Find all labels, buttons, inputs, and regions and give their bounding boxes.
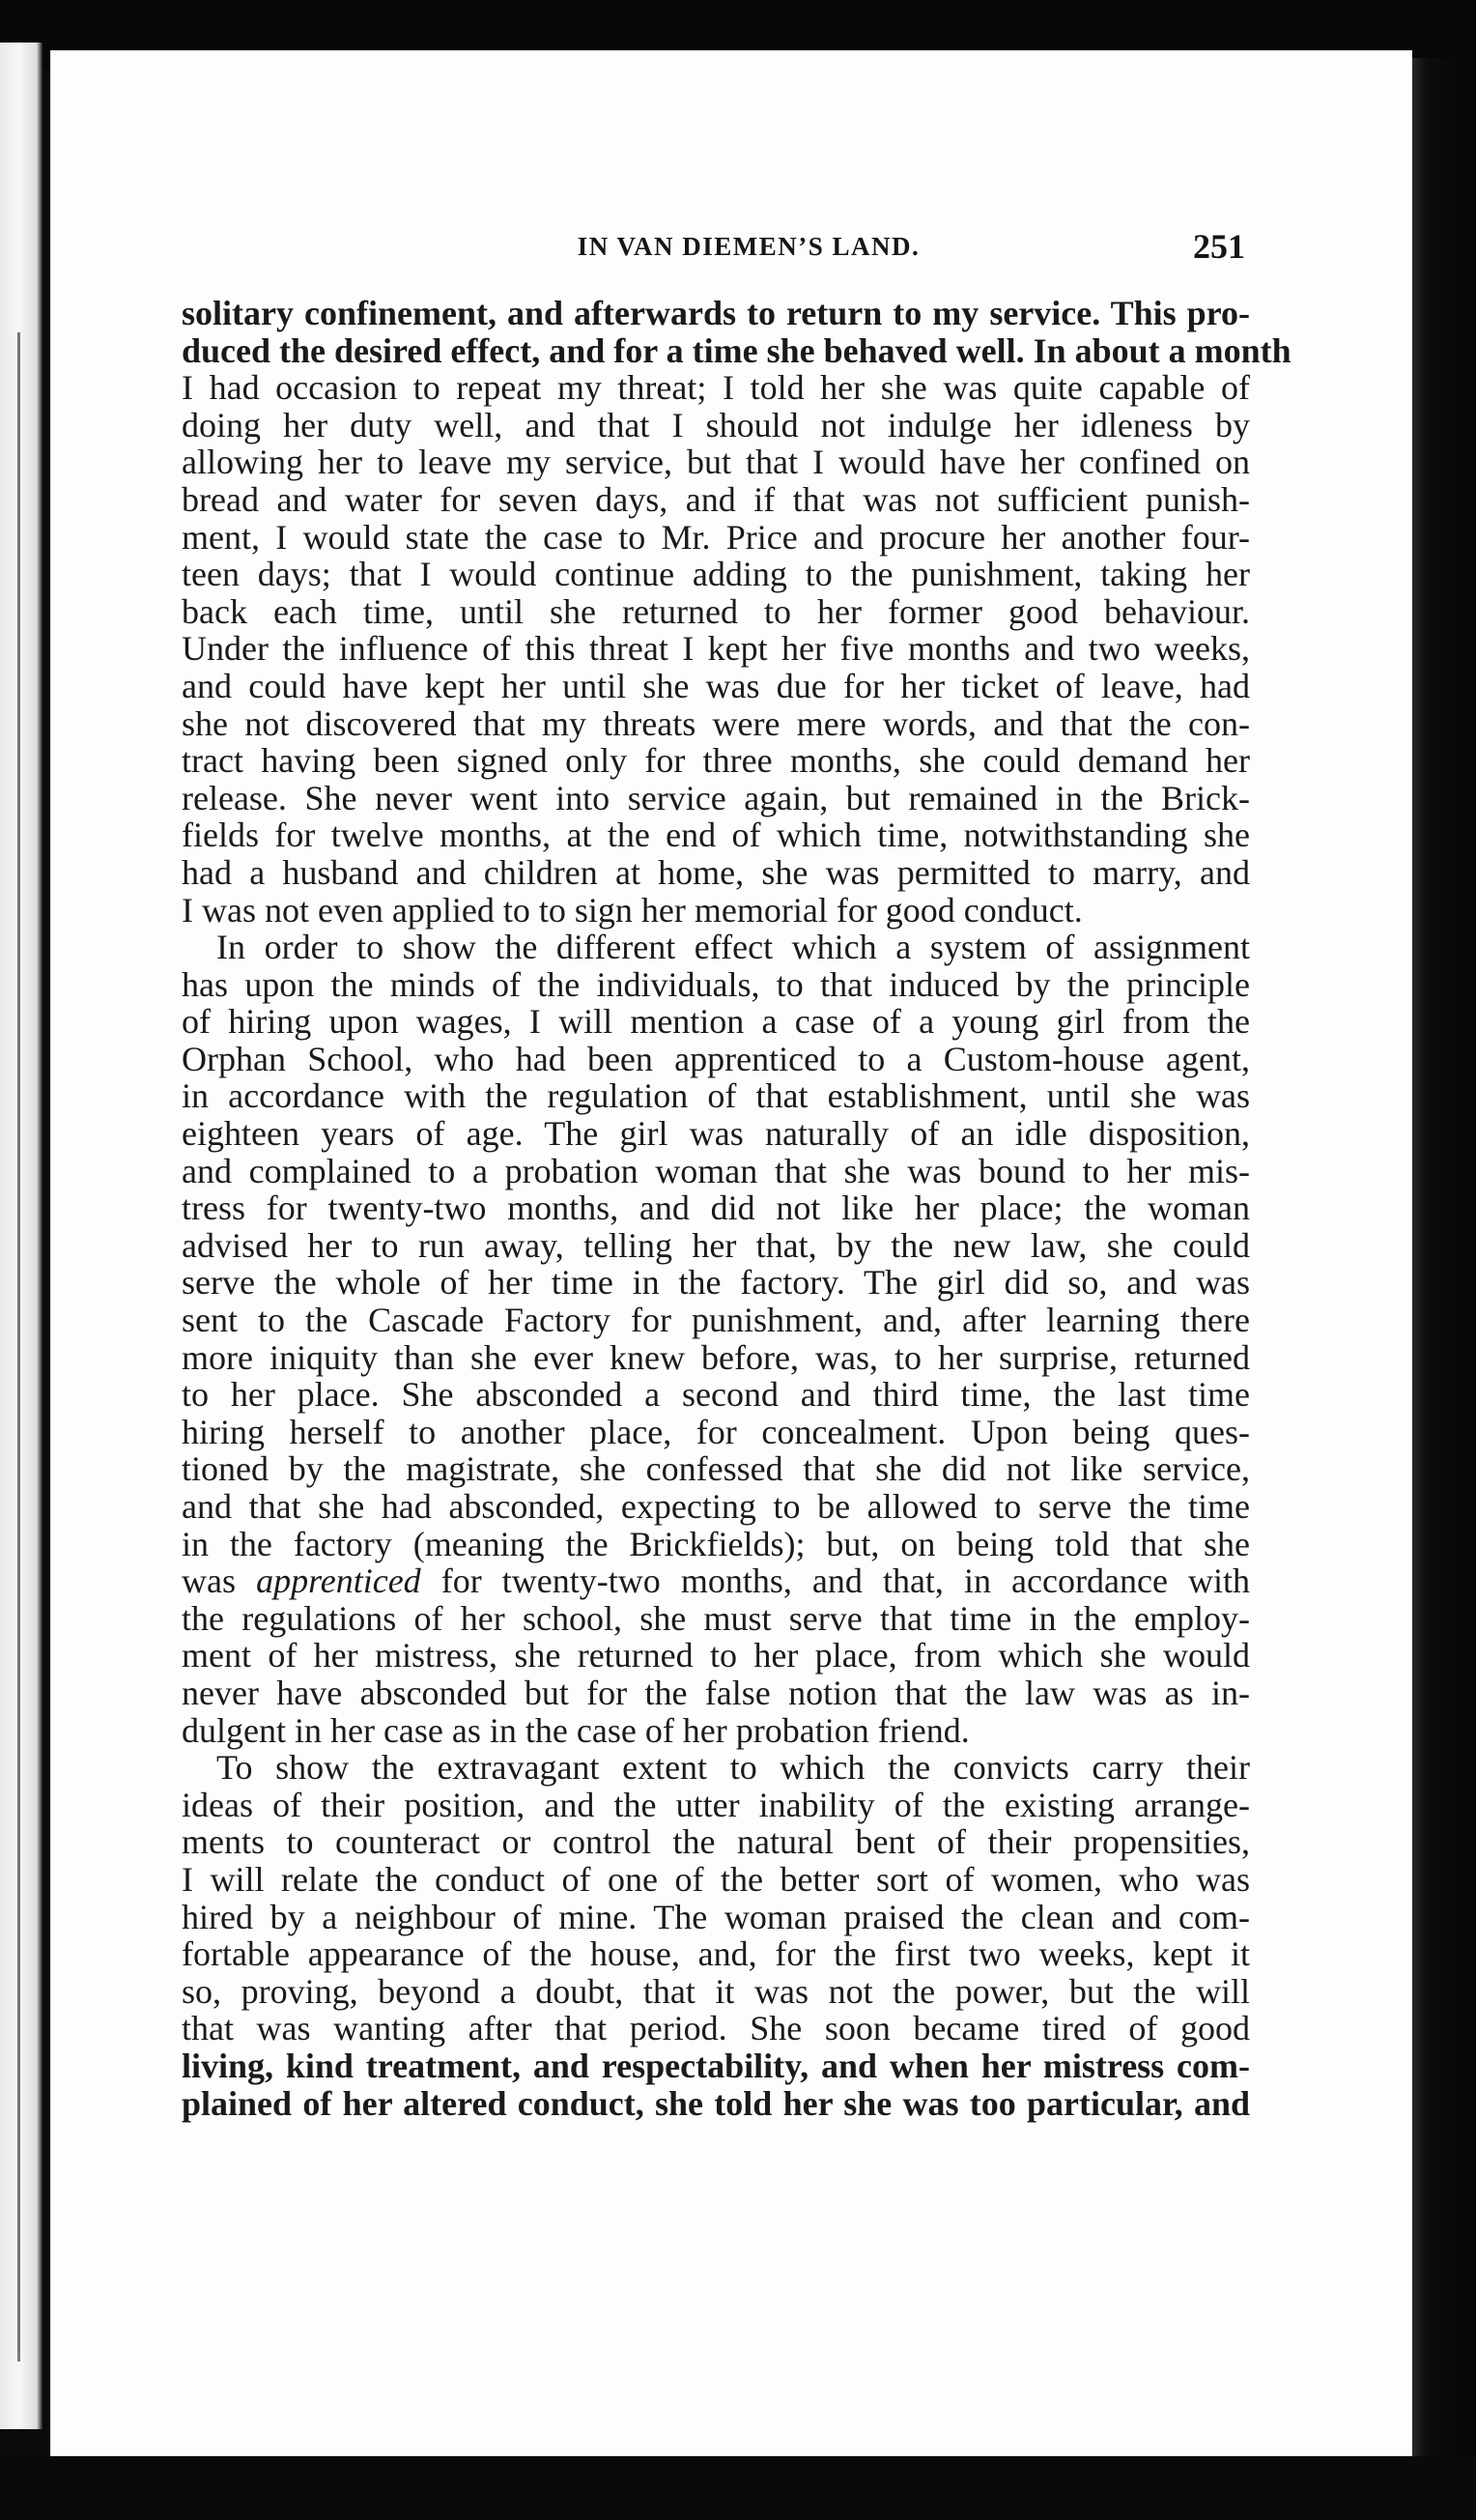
text-line: Under the influence of this threat I kept her five months and two weeks, (182, 629, 1250, 669)
text-line: she not discovered that my threats were mere words, and that the con- (182, 703, 1250, 743)
text-line: In order to show the different effect which a system of assignment (216, 928, 1250, 967)
text-line: doing her duty well, and that I should not indulge her idleness by (182, 405, 1250, 444)
text-line: tioned by the magistrate, she confessed that she did not like service, (182, 1449, 1250, 1489)
text-line: in accordance with the regulation of that establishment, until she was (182, 1076, 1250, 1116)
text-line: eighteen years of age. The girl was naturally of an idle disposition, (182, 1114, 1250, 1154)
text-line: fields for twelve months, at the end of which time, notwithstanding she (182, 816, 1250, 855)
text-line: duced the desired effect, and for a time she behaved well. In about a month (182, 330, 1292, 370)
text-line: allowing her to leave my service, but that I would have her confined on (182, 443, 1250, 482)
page-edge-line (17, 332, 20, 2362)
body-text (182, 294, 1292, 2123)
text-line: so, proving, beyond a doubt, that it was not the power, but the will (182, 1971, 1250, 2011)
text-fragment: was (182, 1561, 257, 1601)
previous-page-edge (0, 43, 43, 2429)
scan-right-border (1412, 58, 1476, 2520)
paragraph-3 (182, 1749, 1250, 2122)
text-line: hired by a neighbour of mine. The woman praised the clean and com- (182, 1897, 1250, 1936)
text-line: sent to the Cascade Factory for punishment, and, after learning there (182, 1301, 1250, 1340)
text-line: tress for twenty-two months, and did not like her place; the woman (182, 1188, 1250, 1228)
text-line: of hiring upon wages, I will mention a case of a young girl from the (182, 1002, 1250, 1042)
text-line: To show the extravagant extent to which the convicts carry their (216, 1748, 1250, 1788)
text-line: living, kind treatment, and respectability, and when her mistress com- (182, 2046, 1250, 2085)
text-line: ments to counteract or control the natural bent of their propensities, (182, 1822, 1250, 1862)
running-title: IN VAN DIEMEN’S LAND. (577, 232, 921, 261)
text-line: I will relate the conduct of one of the better sort of women, who was (182, 1859, 1250, 1899)
text-line: and complained to a probation woman that she was bound to her mis- (182, 1151, 1250, 1190)
text-line: ideas of their position, and the utter inability of the existing arrange- (182, 1785, 1250, 1824)
text-line: serve the whole of her time in the factory. The girl did so, and was (182, 1263, 1250, 1303)
text-line: more iniquity than she ever knew before, was, to her surprise, returned (182, 1337, 1250, 1377)
text-line: the regulations of her school, she must serve that time in the employ- (182, 1598, 1250, 1638)
text-line: ment, I would state the case to Mr. Price and procure her another four- (182, 517, 1250, 557)
text-line: has upon the minds of the individuals, to that induced by the principle (182, 964, 1250, 1004)
text-line: ment of her mistress, she returned to her place, from which she would (182, 1636, 1250, 1675)
paragraph-2 (182, 929, 1250, 1749)
text-line: Orphan School, who had been apprenticed to a Custom-house agent, (182, 1039, 1250, 1078)
text-line: plained of her altered conduct, she told her she was too particular, and (182, 2083, 1250, 2123)
text-line: I had occasion to repeat my threat; I told her she was quite capable of (182, 368, 1250, 408)
text-line: I was not even applied to to sign her memorial for good conduct. (182, 890, 1083, 930)
text-line-with-italic (182, 1562, 1250, 1600)
text-line: hiring herself to another place, for concealment. Upon being ques- (182, 1412, 1250, 1451)
text-line: and could have kept her until she was due for her ticket of leave, had (182, 666, 1250, 705)
text-line: back each time, until she returned to her former good behaviour. (182, 591, 1250, 631)
text-line: advised her to run away, telling her that, by the new law, she could (182, 1225, 1250, 1265)
scan-bottom-border (0, 2456, 1476, 2520)
text-line: in the factory (meaning the Brickfields); but, on being told that she (182, 1524, 1250, 1563)
text-line: to her place. She absconded a second and third time, the last time (182, 1375, 1250, 1415)
text-line: dulgent in her case as in the case of her probation friend. (182, 1710, 970, 1750)
text-line: bread and water for seven days, and if that was not sufficient punish- (182, 479, 1250, 519)
text-line: that was wanting after that period. She soon became tired of good (182, 2009, 1250, 2048)
text-line: tract having been signed only for three months, she could demand her (182, 741, 1250, 781)
text-fragment: for twenty-two months, and that, in accordance with (420, 1561, 1250, 1601)
text-line: never have absconded but for the false notion that the law was as in- (182, 1673, 1250, 1712)
text-line: had a husband and children at home, she was permitted to marry, and (182, 852, 1250, 892)
text-line: teen days; that I would continue adding to the punishment, taking her (182, 555, 1250, 594)
text-line: solitary confinement, and afterwards to return to my service. This pro- (182, 294, 1250, 332)
text-line: release. She never went into service again, but remained in the Brick- (182, 778, 1250, 817)
text-line: and that she had absconded, expecting to be allowed to serve the time (182, 1487, 1250, 1526)
page-number: 251 (1193, 227, 1245, 266)
paragraph-1 (182, 294, 1292, 930)
running-header (0, 172, 1476, 266)
italic-word: apprenticed (256, 1561, 421, 1601)
text-line: fortable appearance of the house, and, for the first two weeks, kept it (182, 1934, 1250, 1974)
